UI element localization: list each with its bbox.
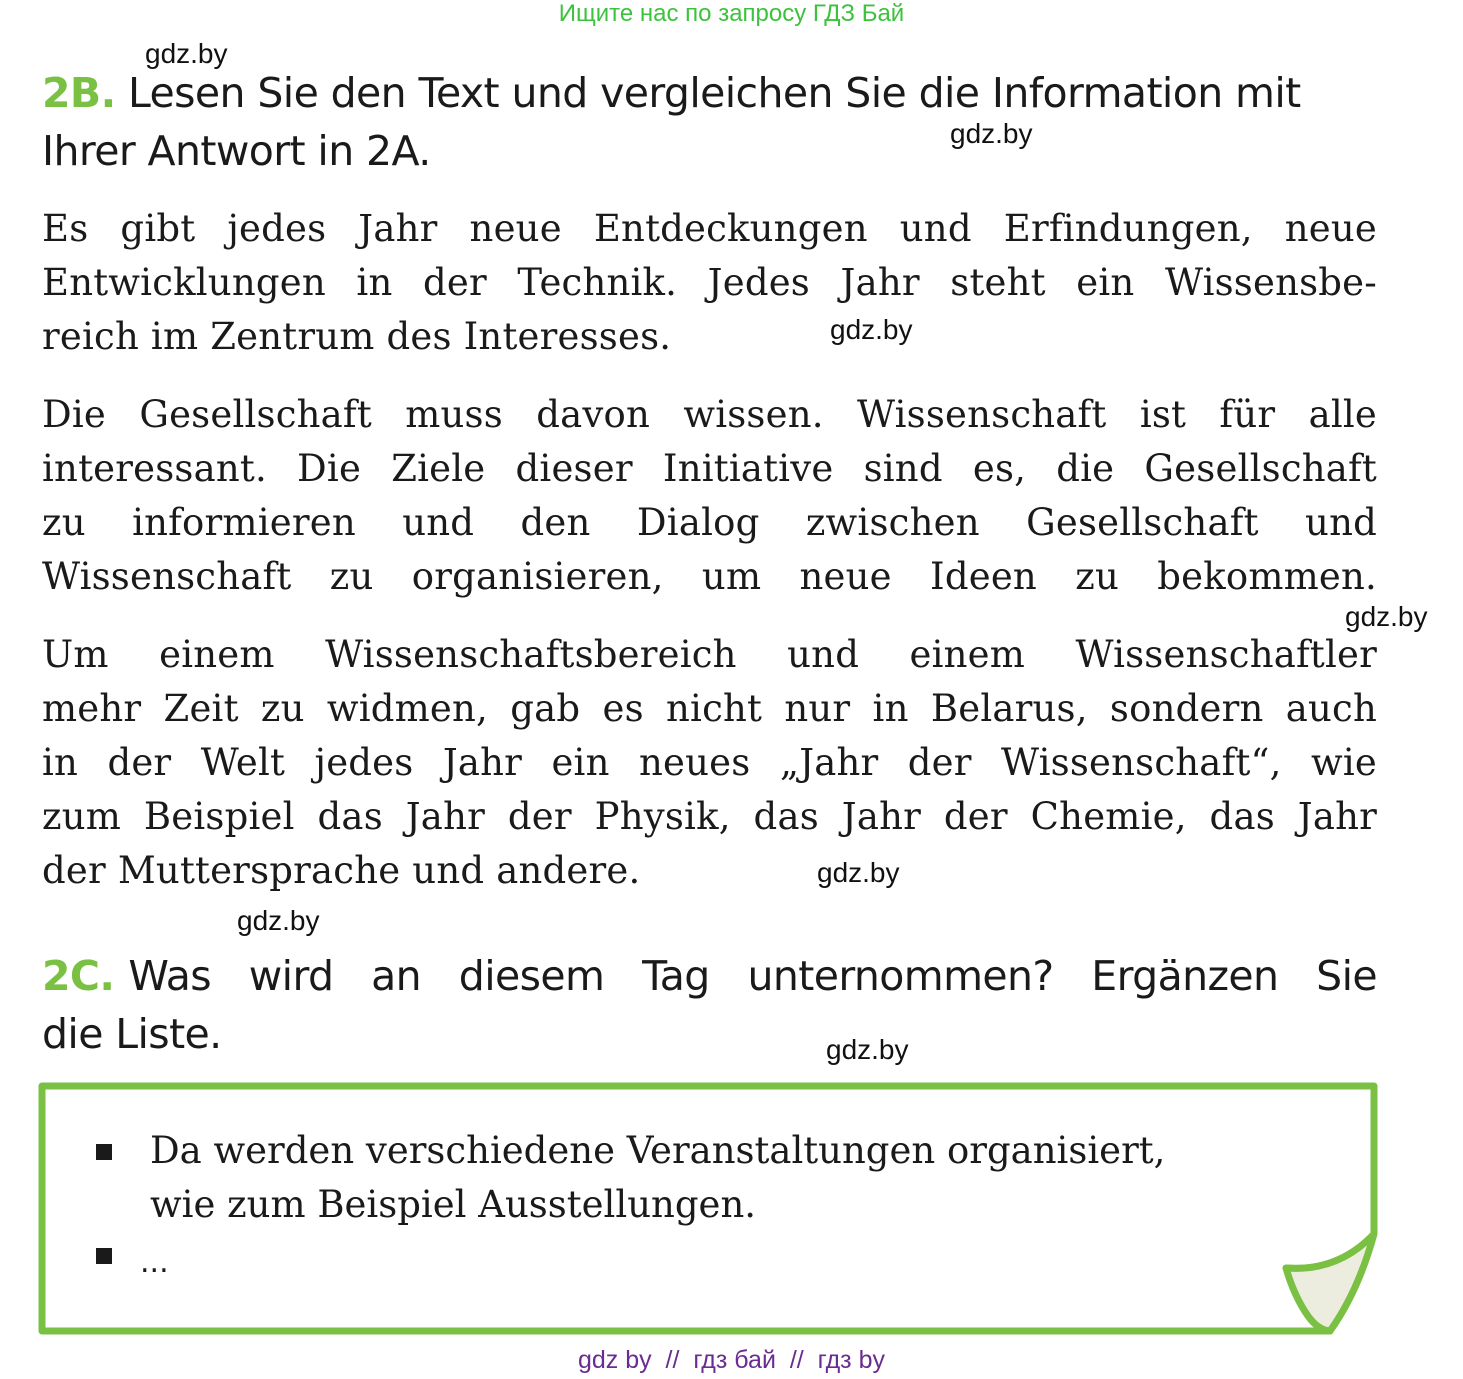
task-instruction-line: Lesen Sie den Text und vergleichen Sie die Information mit	[128, 69, 1301, 117]
watermark: gdz.by	[237, 905, 320, 936]
list-item-line: wie zum Beispiel Ausstellungen.	[150, 1183, 757, 1226]
paragraph-3	[42, 628, 1377, 898]
list-item	[150, 1124, 1165, 1232]
watermark: gdz.by	[826, 1034, 909, 1065]
bullet-square-icon	[96, 1144, 112, 1160]
paragraph-2	[42, 388, 1377, 604]
text-line: in der Welt jedes Jahr ein neues „Jahr der Wissenschaft“, wie	[42, 741, 1377, 784]
text-line: zum Beispiel das Jahr der Physik, das Jahr der Chemie, das Jahr	[42, 795, 1377, 838]
task-instruction-line: die Liste.	[42, 1010, 222, 1058]
text-line: der Muttersprache und andere.	[42, 849, 641, 892]
text-line: Die Gesellschaft muss davon wissen. Wissenschaft ist für alle	[42, 393, 1377, 436]
watermark: gdz.by	[830, 314, 913, 345]
task-instruction-line: Ihrer Antwort in 2A.	[42, 127, 431, 175]
text-line: Um einem Wissenschaftsbereich und einem Wissenschaftler	[42, 633, 1377, 676]
task-2c-heading	[42, 947, 1377, 1063]
task-number: 2B.	[42, 69, 116, 117]
watermark: gdz.by	[817, 857, 900, 888]
task-number: 2C.	[42, 952, 115, 1000]
text-line: interessant. Die Ziele dieser Initiative sind es, die Gesellschaft	[42, 447, 1377, 490]
watermark: gdz.by	[1345, 601, 1428, 632]
top-banner: Ищите нас по запросу ГДЗ Бай	[558, 0, 905, 27]
task-2b-heading	[42, 64, 1377, 180]
task-instruction-line: Was wird an diesem Tag unternommen? Ergänzen Sie	[128, 952, 1377, 1000]
list-item-ellipsis: ...	[140, 1245, 169, 1280]
text-line: Es gibt jedes Jahr neue Entdeckungen und Erfindungen, neue	[42, 207, 1377, 250]
text-line: mehr Zeit zu widmen, gab es nicht nur in Belarus, sondern auch	[42, 687, 1377, 730]
paragraph-1	[42, 202, 1377, 364]
list-item-line: Da werden verschiedene Veranstaltungen organisiert,	[150, 1129, 1166, 1172]
footer-links: gdz by // гдз бай // гдз by	[577, 1346, 885, 1374]
text-line: Entwicklungen in der Technik. Jedes Jahr steht ein Wissensbe-	[42, 261, 1377, 304]
text-line: zu informieren und den Dialog zwischen Gesellschaft und	[42, 501, 1377, 544]
bullet-square-icon	[96, 1248, 112, 1264]
text-line: Wissenschaft zu organisieren, um neue Ideen zu bekommen.	[42, 555, 1377, 598]
text-line: reich im Zentrum des Interesses.	[42, 315, 672, 358]
watermark: gdz.by	[145, 38, 228, 69]
watermark: gdz.by	[950, 118, 1033, 149]
